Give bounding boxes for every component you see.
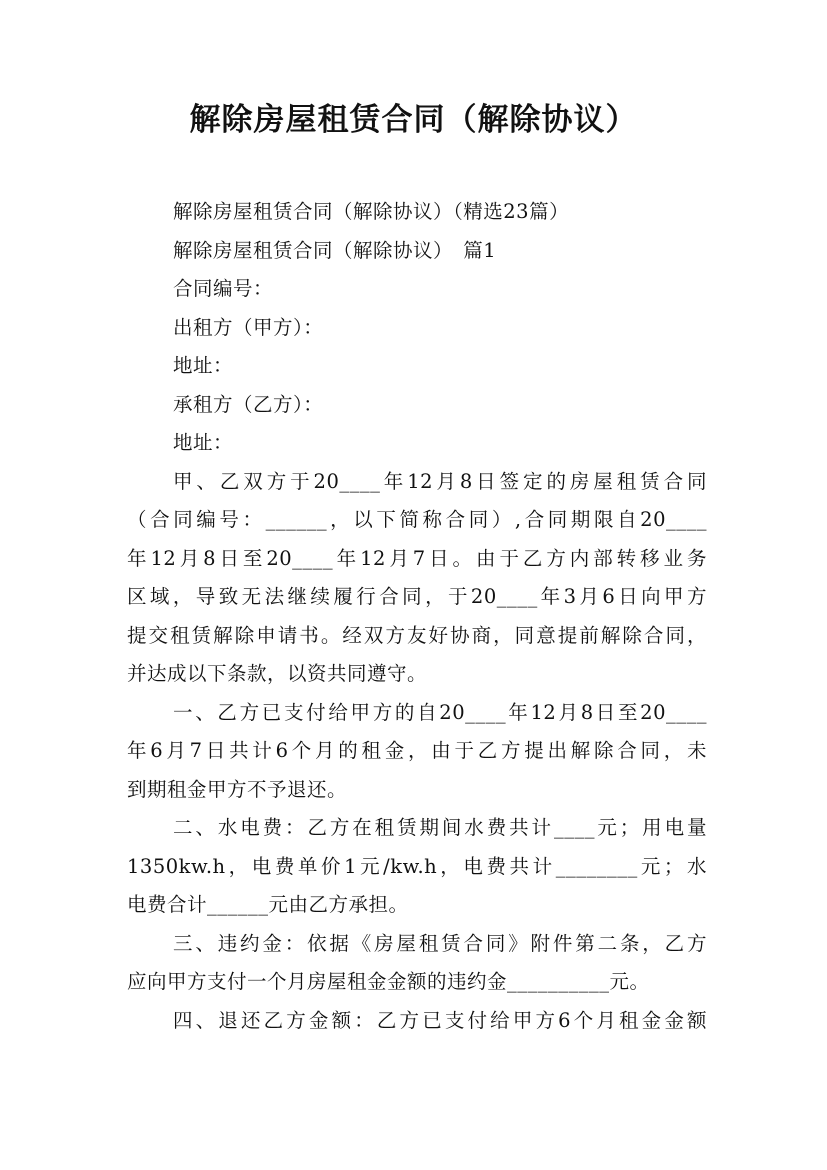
- document-title: 解除房屋租赁合同（解除协议）: [189, 102, 638, 138]
- paragraph-intro: [127, 463, 707, 694]
- paragraph-line: 1350kw.h，电费单价1元/kw.h，电费共计________元；水: [127, 854, 707, 878]
- clause-three: [127, 925, 707, 1002]
- paragraph-line: 一、乙方已支付给甲方的自20____年12月8日至20____: [173, 700, 707, 724]
- subtitle-line: 解除房屋租赁合同（解除协议）（精选23篇）: [173, 200, 570, 223]
- lessee-field: 承租方（乙方）：: [173, 392, 324, 416]
- lessor-field: 出租方（甲方）：: [173, 315, 324, 339]
- paragraph-line: 电费合计______元由乙方承担。: [127, 893, 409, 916]
- paragraph-line: 三、违约金：依据《房屋租赁合同》附件第二条，乙方: [173, 931, 707, 955]
- paragraph-line: 到期租金甲方不予退还。: [127, 777, 348, 801]
- document-body: [127, 193, 707, 1040]
- contract-number-field: 合同编号：: [173, 277, 274, 300]
- paragraph-line: 区域，导致无法继续履行合同，于20____年3月6日向甲方: [127, 585, 707, 608]
- paragraph-line: 甲、乙双方于20____年12月8日签定的房屋租赁合同: [173, 469, 707, 493]
- paragraph-line: （合同编号：______，以下简称合同）,合同期限自20____: [127, 508, 707, 531]
- lessor-address-field: 地址：: [173, 354, 234, 377]
- paragraph-line: 二、水电费：乙方在租赁期间水费共计____元；用电量: [173, 816, 707, 839]
- paragraph-line: 并达成以下条款，以资共同遵守。: [127, 662, 428, 685]
- paragraph-line: 年6月7日共计6个月的租金，由于乙方提出解除合同，未: [127, 739, 707, 762]
- section-heading: 解除房屋租赁合同（解除协议） 篇1: [173, 238, 497, 262]
- paragraph-line: 提交租赁解除申请书。经双方友好协商，同意提前解除合同，: [127, 623, 707, 647]
- lessee-address-field: 地址：: [173, 431, 234, 454]
- clause-four: [127, 1002, 707, 1041]
- clause-two: [127, 809, 707, 925]
- paragraph-line: 应向甲方支付一个月房屋租金金额的违约金__________元。: [127, 970, 650, 993]
- paragraph-line: 四、退还乙方金额：乙方已支付给甲方6个月租金金额: [173, 1008, 707, 1032]
- paragraph-line: 年12月8日至20____年12月7日。由于乙方内部转移业务: [127, 546, 707, 570]
- clause-one: [127, 694, 707, 810]
